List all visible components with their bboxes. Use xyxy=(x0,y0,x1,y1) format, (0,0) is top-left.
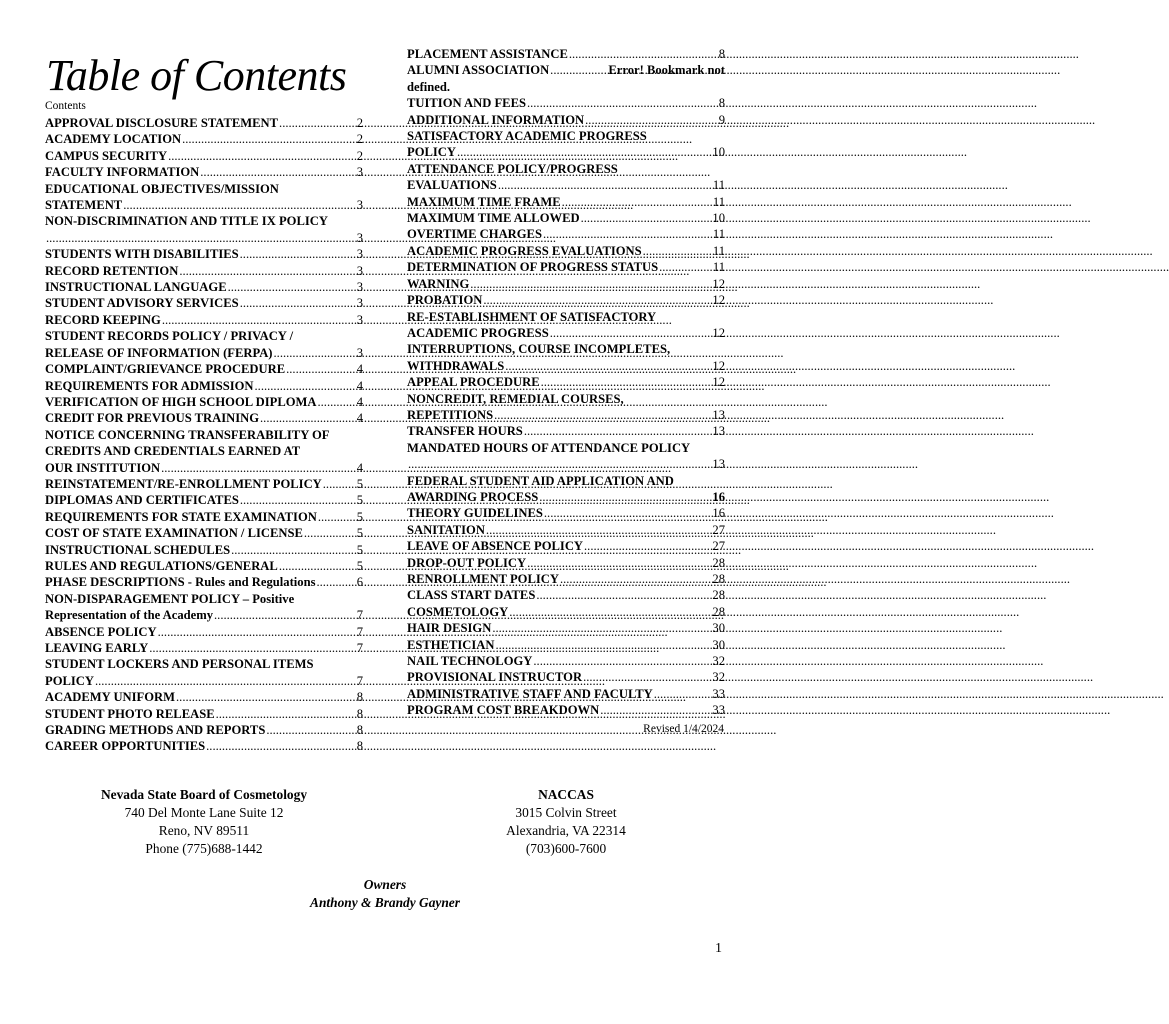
dot-leader xyxy=(543,226,712,242)
page-number: 1 xyxy=(715,941,722,956)
revision-date: Revised 1/4/2024 xyxy=(643,723,724,735)
toc-entry-page: 3 xyxy=(356,296,363,311)
toc-entry-title: APPROVAL DISCLOSURE STATEMENT xyxy=(45,116,279,130)
dot-leader xyxy=(486,522,711,538)
toc-entry[interactable] xyxy=(45,328,363,361)
toc-entry-page: 7 xyxy=(356,673,363,688)
toc-entry[interactable] xyxy=(407,62,725,95)
contents-label: Contents xyxy=(45,100,86,112)
toc-entry-title-line: INTERRUPTIONS, COURSE INCOMPLETES, xyxy=(407,342,671,357)
toc-entry-page: 2 xyxy=(356,116,363,130)
toc-entry[interactable] xyxy=(45,263,363,279)
toc-entry-title: FACULTY INFORMATION xyxy=(45,165,200,180)
toc-entry-page: 12 xyxy=(712,375,725,390)
toc-entry-title: CLASS START DATES xyxy=(407,588,536,603)
toc-entry-page: 8 xyxy=(356,739,363,754)
toc-entry-page: 28 xyxy=(712,604,725,619)
toc-entry-page: 2 xyxy=(356,148,363,163)
toc-entry[interactable] xyxy=(45,722,363,738)
dot-leader xyxy=(544,505,712,521)
dot-leader xyxy=(149,640,355,656)
toc-entry-page: 3 xyxy=(356,345,363,360)
dot-leader xyxy=(231,542,356,558)
toc-entry-title: AWARDING PROCESS xyxy=(407,489,539,504)
toc-entry[interactable] xyxy=(407,522,725,538)
dot-leader xyxy=(318,394,356,410)
toc-entry-page: 3 xyxy=(356,280,363,295)
toc-entry-title-line: NONCREDIT, REMEDIAL COURSES, xyxy=(407,391,624,406)
nevada-board-street: 740 Del Monte Lane Suite 12 xyxy=(124,805,284,820)
dot-leader xyxy=(304,525,356,541)
toc-entry-page: 3 xyxy=(356,198,363,213)
toc-entry-title: STUDENT ADVISORY SERVICES xyxy=(45,296,239,311)
toc-entry[interactable] xyxy=(407,653,725,669)
toc-entry-title-line: MANDATED HOURS OF ATTENDANCE POLICY xyxy=(407,440,691,455)
dot-leader xyxy=(562,194,712,210)
toc-entry-title: SANITATION xyxy=(407,522,485,537)
toc-entry-title-line: EDUCATIONAL OBJECTIVES/MISSION xyxy=(45,181,279,196)
toc-entry[interactable] xyxy=(45,640,363,656)
toc-entry-page: 27 xyxy=(712,539,725,554)
toc-entry-page: 12 xyxy=(712,325,725,340)
dot-leader xyxy=(206,738,356,754)
toc-entry-page: 16 xyxy=(712,489,725,504)
dot-leader xyxy=(408,456,711,472)
toc-entry[interactable] xyxy=(407,128,725,161)
dot-leader xyxy=(643,243,712,259)
toc-entry[interactable] xyxy=(45,574,363,590)
toc-entry-page: 4 xyxy=(356,411,363,426)
toc-entry-page: 27 xyxy=(712,522,725,537)
dot-leader xyxy=(524,423,712,439)
toc-entry[interactable] xyxy=(407,686,725,702)
toc-entry-page: 6 xyxy=(356,575,363,590)
dot-leader xyxy=(527,95,718,111)
toc-entry[interactable] xyxy=(407,637,725,653)
toc-entry-title: COSMETOLOGY xyxy=(407,604,509,619)
toc-entry-title: ESTHETICIAN xyxy=(407,637,495,652)
toc-entry-page: 9 xyxy=(718,112,725,127)
toc-entry-title: CAREER OPPORTUNITIES xyxy=(45,739,206,754)
dot-leader xyxy=(214,607,356,623)
toc-entry[interactable] xyxy=(45,542,363,558)
toc-left-column xyxy=(45,115,363,755)
toc-entry[interactable] xyxy=(45,492,363,508)
toc-entry[interactable] xyxy=(45,312,363,328)
toc-entry-title: WARNING xyxy=(407,276,470,291)
toc-entry[interactable] xyxy=(45,164,363,180)
dot-leader xyxy=(457,144,711,160)
toc-entry-page: 28 xyxy=(712,588,725,603)
toc-entry-page: 16 xyxy=(712,506,725,521)
toc-entry-title: DIPLOMAS AND CERTIFICATES xyxy=(45,493,239,508)
dot-leader xyxy=(496,637,712,653)
toc-entry-page: 13 xyxy=(712,457,725,472)
toc-entry-page: 5 xyxy=(356,493,363,508)
dot-leader xyxy=(316,574,355,590)
dot-leader xyxy=(279,558,356,574)
toc-entry[interactable] xyxy=(407,309,725,342)
toc-entry[interactable] xyxy=(407,374,725,390)
toc-entry-title-line: ATTENDANCE POLICY/PROGRESS xyxy=(407,161,618,176)
toc-entry-page: 30 xyxy=(712,637,725,652)
toc-entry-page: 4 xyxy=(356,460,363,475)
dot-leader xyxy=(274,345,356,361)
toc-entry[interactable] xyxy=(407,669,725,685)
toc-entry-page: 32 xyxy=(712,654,725,669)
toc-entry[interactable] xyxy=(45,558,363,574)
toc-entry[interactable] xyxy=(45,476,363,492)
toc-entry-title: STUDENTS WITH DISABILITIES xyxy=(45,247,239,262)
naccas-phone: (703)600-7600 xyxy=(525,841,607,856)
toc-entry-title: ACADEMIC PROGRESS xyxy=(407,325,549,340)
dot-leader xyxy=(583,669,711,685)
toc-entry-page: 3 xyxy=(356,247,363,262)
toc-entry-page: 8 xyxy=(718,96,725,111)
dot-leader xyxy=(240,295,356,311)
naccas-address-block xyxy=(426,786,706,858)
toc-entry[interactable] xyxy=(45,689,363,705)
dot-leader xyxy=(498,177,712,193)
naccas-street: 3015 Colvin Street xyxy=(515,805,617,820)
toc-entry[interactable] xyxy=(45,706,363,722)
toc-entry-page: Error! Bookmark not xyxy=(608,63,725,78)
dot-leader xyxy=(600,702,711,718)
dot-leader xyxy=(255,378,356,394)
toc-entry-page: 28 xyxy=(712,572,725,586)
dot-leader xyxy=(533,653,711,669)
dot-leader xyxy=(569,46,718,62)
dot-leader xyxy=(158,624,356,640)
toc-entry-title-line: CREDITS AND CREDENTIALS EARNED AT xyxy=(45,444,301,459)
dot-leader xyxy=(318,509,356,525)
dot-leader xyxy=(654,686,712,702)
toc-entry-title: HAIR DESIGN xyxy=(407,621,492,636)
toc-entry-title: ADDITIONAL INFORMATION xyxy=(407,112,585,127)
toc-entry[interactable] xyxy=(407,587,725,603)
toc-entry[interactable] xyxy=(407,702,725,718)
toc-entry-title: COST OF STATE EXAMINATION / LICENSE xyxy=(45,526,303,541)
toc-entry[interactable] xyxy=(45,213,363,246)
toc-entry-page: 5 xyxy=(356,509,363,524)
toc-entry-title: REINSTATEMENT/RE-ENROLLMENT POLICY xyxy=(45,476,322,491)
toc-entry-title: MAXIMUM TIME FRAME xyxy=(407,194,561,209)
dot-leader xyxy=(550,62,607,78)
dot-leader xyxy=(240,246,356,262)
dot-leader xyxy=(581,210,712,226)
dot-leader xyxy=(161,460,356,476)
toc-entry-page: 4 xyxy=(356,378,363,393)
toc-entry-page: 12 xyxy=(712,276,725,291)
dot-leader xyxy=(505,358,711,374)
toc-entry-page: 12 xyxy=(712,293,725,308)
dot-leader xyxy=(659,259,712,275)
toc-entry-page: 4 xyxy=(356,394,363,409)
toc-entry-page: 7 xyxy=(356,608,363,623)
toc-entry-title-line: NON-DISPARAGEMENT POLICY – Positive xyxy=(45,591,295,606)
toc-entry-title: NAIL TECHNOLOGY xyxy=(407,654,533,669)
toc-entry-page: 28 xyxy=(712,555,725,570)
page-title: Table of Contents xyxy=(46,51,347,100)
toc-entry-page: 3 xyxy=(356,312,363,327)
dot-leader xyxy=(584,538,711,554)
toc-entry-title: DETERMINATION OF PROGRESS STATUS xyxy=(407,260,659,275)
dot-leader xyxy=(162,312,356,328)
toc-entry-title: PROVISIONAL INSTRUCTOR xyxy=(407,670,583,685)
toc-entry[interactable] xyxy=(407,440,725,473)
toc-entry-page: 5 xyxy=(356,476,363,491)
nevada-board-city: Reno, NV 89511 xyxy=(158,823,250,838)
dot-leader xyxy=(168,148,356,164)
toc-entry-page: 7 xyxy=(356,641,363,655)
toc-entry[interactable] xyxy=(45,394,363,410)
toc-entry-title: RECORD RETENTION xyxy=(45,263,179,278)
dot-leader xyxy=(95,673,356,689)
toc-entry-title: MAXIMUM TIME ALLOWED xyxy=(407,211,580,226)
toc-entry-page: 2 xyxy=(356,132,363,147)
dot-leader xyxy=(182,131,356,147)
toc-entry[interactable] xyxy=(45,361,363,377)
toc-entry-title: ACADEMY UNIFORM xyxy=(45,690,176,705)
toc-entry-title: TUITION AND FEES xyxy=(407,96,526,111)
toc-entry[interactable] xyxy=(407,505,725,521)
toc-entry[interactable] xyxy=(407,226,725,242)
toc-entry-title: THEORY GUIDELINES xyxy=(407,506,543,521)
toc-entry-page: 11 xyxy=(712,260,725,275)
toc-entry-page: 8 xyxy=(718,47,725,61)
dot-leader xyxy=(585,112,718,128)
toc-entry-title: PLACEMENT ASSISTANCE xyxy=(407,47,568,61)
toc-entry[interactable] xyxy=(45,181,363,214)
dot-leader xyxy=(483,292,711,308)
bookmark-error-text: defined. xyxy=(407,79,451,94)
toc-entry[interactable] xyxy=(407,259,725,275)
toc-entry[interactable] xyxy=(407,243,725,259)
toc-entry-page: 3 xyxy=(356,230,363,245)
toc-entry-title: STATEMENT xyxy=(45,198,123,213)
dot-leader xyxy=(323,476,356,492)
dot-leader xyxy=(123,197,355,213)
dot-leader xyxy=(266,722,355,738)
toc-entry-title: RULES AND REGULATIONS/GENERAL xyxy=(45,558,278,573)
toc-entry[interactable] xyxy=(45,656,363,689)
toc-entry[interactable] xyxy=(45,410,363,426)
toc-entry-page: 8 xyxy=(356,723,363,738)
toc-entry-page: 8 xyxy=(356,690,363,705)
toc-entry[interactable] xyxy=(407,604,725,620)
dot-leader xyxy=(176,689,356,705)
dot-leader xyxy=(492,620,711,636)
toc-entry-page: 13 xyxy=(712,407,725,422)
dot-leader xyxy=(279,115,356,131)
toc-entry-title: CAMPUS SECURITY xyxy=(45,148,168,163)
nevada-board-address-block xyxy=(64,786,344,858)
toc-entry-title: CREDIT FOR PREVIOUS TRAINING xyxy=(45,411,260,426)
dot-leader xyxy=(228,279,356,295)
toc-entry-title: DROP-OUT POLICY xyxy=(407,555,527,570)
toc-entry-title: WITHDRAWALS xyxy=(407,358,505,373)
dot-leader xyxy=(539,489,711,505)
toc-entry-title: OVERTIME CHARGES xyxy=(407,227,542,242)
toc-entry-page: 11 xyxy=(712,243,725,258)
toc-entry-page: 7 xyxy=(356,624,363,639)
toc-entry-page: 3 xyxy=(356,263,363,278)
toc-entry[interactable] xyxy=(407,571,725,587)
toc-entry-page: 11 xyxy=(712,227,725,242)
toc-entry-title-line: STUDENT LOCKERS AND PERSONAL ITEMS xyxy=(45,657,314,672)
toc-entry-title: TRANSFER HOURS xyxy=(407,424,523,439)
toc-right-column xyxy=(407,46,725,719)
toc-entry[interactable] xyxy=(407,341,725,374)
toc-entry-page: 32 xyxy=(712,670,725,685)
toc-entry-page: 5 xyxy=(356,558,363,573)
toc-entry-title: REQUIREMENTS FOR STATE EXAMINATION xyxy=(45,509,317,524)
dot-leader xyxy=(286,361,356,377)
dot-leader xyxy=(527,555,711,571)
dot-leader xyxy=(216,706,356,722)
toc-entry[interactable] xyxy=(45,131,363,147)
toc-entry[interactable] xyxy=(407,95,725,111)
toc-entry[interactable] xyxy=(45,738,363,754)
toc-entry-page: 10 xyxy=(712,211,725,226)
toc-entry-title: COMPLAINT/GRIEVANCE PROCEDURE xyxy=(45,362,286,377)
toc-entry[interactable] xyxy=(407,391,725,424)
toc-entry-page: 10 xyxy=(712,145,725,160)
toc-entry-title: LEAVING EARLY xyxy=(45,641,149,655)
toc-entry-title: APPEAL PROCEDURE xyxy=(407,375,540,390)
toc-entry-title: INSTRUCTIONAL LANGUAGE xyxy=(45,280,227,295)
toc-entry-title: PROGRAM COST BREAKDOWN xyxy=(407,703,600,718)
toc-entry-page: 11 xyxy=(712,178,725,193)
toc-entry[interactable] xyxy=(407,292,725,308)
toc-entry-title: Representation of the Academy xyxy=(45,608,214,623)
owners-names: Anthony & Brandy Gayner xyxy=(310,895,460,910)
nevada-board-phone: Phone (775)688-1442 xyxy=(145,841,263,856)
toc-entry-title: VERIFICATION OF HIGH SCHOOL DIPLOMA xyxy=(45,394,317,409)
toc-entry[interactable] xyxy=(407,620,725,636)
dot-leader xyxy=(509,604,711,620)
dot-leader xyxy=(260,410,356,426)
toc-entry[interactable] xyxy=(407,46,725,62)
toc-entry-title: ACADEMY LOCATION xyxy=(45,132,182,147)
toc-entry[interactable] xyxy=(45,148,363,164)
toc-entry-title: STUDENT PHOTO RELEASE xyxy=(45,706,215,721)
toc-entry-page: 5 xyxy=(356,542,363,557)
toc-entry[interactable] xyxy=(407,194,725,210)
toc-entry[interactable] xyxy=(45,378,363,394)
toc-entry-page: 12 xyxy=(712,358,725,373)
toc-entry-page: 8 xyxy=(356,706,363,721)
toc-entry[interactable] xyxy=(407,473,725,506)
toc-entry[interactable] xyxy=(407,210,725,226)
toc-entry-page: 30 xyxy=(712,621,725,636)
toc-entry-title: RECORD KEEPING xyxy=(45,312,161,327)
toc-entry-title: ABSENCE POLICY xyxy=(45,624,157,639)
naccas-city: Alexandria, VA 22314 xyxy=(506,823,626,838)
toc-entry[interactable] xyxy=(45,427,363,476)
toc-entry-title-line: SATISFACTORY ACADEMIC PROGRESS xyxy=(407,129,647,144)
dot-leader xyxy=(200,164,355,180)
toc-entry-title: OUR INSTITUTION xyxy=(45,460,161,475)
toc-entry[interactable] xyxy=(407,423,725,439)
dot-leader xyxy=(470,276,711,292)
dot-leader xyxy=(494,407,711,423)
toc-entry-title: GRADING METHODS AND REPORTS xyxy=(45,723,266,738)
dot-leader xyxy=(240,492,356,508)
dot-leader xyxy=(179,263,355,279)
toc-entry-title: ADMINISTRATIVE STAFF AND FACULTY xyxy=(407,686,653,701)
toc-entry-title: RELEASE OF INFORMATION (FERPA) xyxy=(45,345,273,360)
toc-entry-page: 11 xyxy=(712,194,725,209)
toc-entry-title: POLICY xyxy=(45,673,94,688)
toc-entry-title: REQUIREMENTS FOR ADMISSION xyxy=(45,378,254,393)
nevada-board-name: Nevada State Board of Cosmetology xyxy=(100,787,308,802)
toc-entry-title: PHASE DESCRIPTIONS - Rules and Regulations xyxy=(45,575,316,590)
toc-entry[interactable] xyxy=(407,538,725,554)
toc-entry-page: 33 xyxy=(712,686,725,701)
dot-leader xyxy=(550,325,712,341)
toc-entry-title-line: STUDENT RECORDS POLICY / PRIVACY / xyxy=(45,329,294,344)
toc-entry-title-line: NOTICE CONCERNING TRANSFERABILITY OF xyxy=(45,427,330,442)
toc-entry-page: 13 xyxy=(712,424,725,439)
toc-entry-page: 5 xyxy=(356,526,363,541)
toc-entry[interactable] xyxy=(45,591,363,624)
toc-entry[interactable] xyxy=(45,295,363,311)
dot-leader xyxy=(536,587,711,603)
toc-entry-title: REPETITIONS xyxy=(407,407,494,422)
toc-entry[interactable] xyxy=(407,276,725,292)
toc-entry-title-line: FEDERAL STUDENT AID APPLICATION AND xyxy=(407,473,674,488)
toc-entry[interactable] xyxy=(407,555,725,571)
toc-entry-title: EVALUATIONS xyxy=(407,178,497,193)
toc-entry[interactable] xyxy=(45,509,363,525)
toc-entry[interactable] xyxy=(407,161,725,194)
toc-entry-title: INSTRUCTIONAL SCHEDULES xyxy=(45,542,231,557)
toc-entry-page: 33 xyxy=(712,703,725,718)
toc-entry-page: 4 xyxy=(356,362,363,377)
toc-entry-page: 3 xyxy=(356,165,363,180)
toc-entry[interactable] xyxy=(45,246,363,262)
toc-entry[interactable] xyxy=(45,624,363,640)
naccas-name: NACCAS xyxy=(538,787,594,802)
toc-entry-title-line: NON-DISCRIMINATION AND TITLE IX POLICY xyxy=(45,214,328,229)
toc-entry[interactable] xyxy=(45,115,363,131)
toc-entry-title: ACADEMIC PROGRESS EVALUATIONS xyxy=(407,243,642,258)
toc-entry-title: ALUMNI ASSOCIATION xyxy=(407,63,550,78)
owners-label: Owners xyxy=(363,877,407,892)
toc-entry[interactable] xyxy=(45,525,363,541)
dot-leader xyxy=(560,571,711,587)
toc-entry-title-line: RE-ESTABLISHMENT OF SATISFACTORY xyxy=(407,309,657,324)
toc-entry[interactable] xyxy=(45,279,363,295)
owners-block xyxy=(235,876,535,912)
toc-entry-title: POLICY xyxy=(407,145,456,160)
toc-entry-title: PROBATION xyxy=(407,293,483,308)
dot-leader xyxy=(46,230,356,246)
toc-entry-title: LEAVE OF ABSENCE POLICY xyxy=(407,539,584,554)
toc-entry[interactable] xyxy=(407,112,725,128)
toc-entry-title: RENROLLMENT POLICY xyxy=(407,572,559,586)
dot-leader xyxy=(541,374,712,390)
